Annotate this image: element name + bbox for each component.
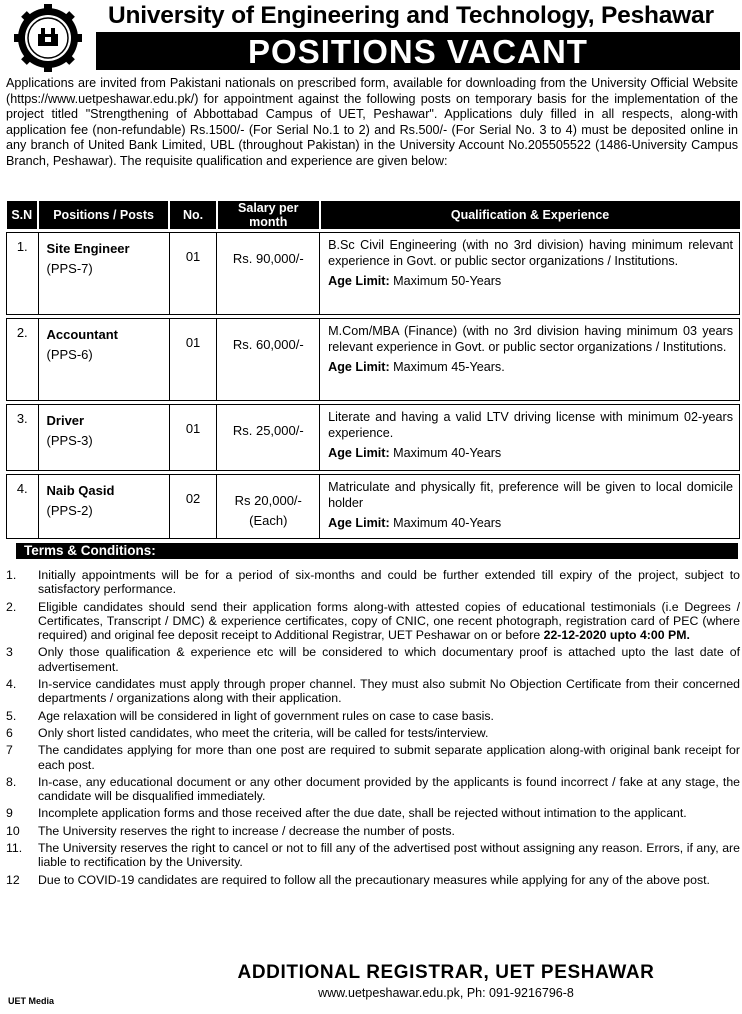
row-salary [217,475,320,539]
post-title: Accountant [46,327,119,342]
list-item [6,645,740,674]
salary-value: Rs. 25,000/- [232,423,304,438]
post-scale: (PPS-6) [46,347,93,362]
table-row [7,233,740,315]
list-item [6,600,740,643]
list-item [6,873,740,887]
qualification-text: Literate and having a valid LTV driving license with minimum 02-years experience. [328,410,733,440]
term-text: Due to COVID-19 candidates are required to follow all the precautionary measures while applying for any of the above post. [38,872,710,887]
age-limit-value: Maximum 50-Years [389,274,502,288]
post-title: Site Engineer [46,241,130,256]
term-number: 6 [6,725,13,740]
list-item [6,841,740,870]
term-text: In-service candidates must apply through proper channel. They must also submit No Objection Certificate from their concerned departments / organizations along with their application. [38,677,740,706]
age-limit-value: Maximum 40-Years [389,516,502,530]
salary-note: (Each) [249,513,288,528]
row-qualification [320,405,740,471]
qualification-text: M.Com/MBA (Finance) (with no 3rd division having minimum 03 years relevant experience in Govt. or public sector organizations / Institutions. [328,324,733,354]
signature-block [210,962,682,1000]
term-number: 4. [6,677,17,692]
row-sn: 4. [7,475,39,539]
row-qualification [320,233,740,315]
post-scale: (PPS-2) [46,503,93,518]
age-limit [328,273,733,289]
row-sn: 3. [7,405,39,471]
post-title: Naib Qasid [46,483,115,498]
age-limit-value: Maximum 40-Years [389,446,502,460]
row-post [38,475,169,539]
row-post [38,319,169,401]
term-text: Initially appointments will be for a period of six-months and could be further extended till expiry of the project, subject to satisfactory performance. [38,568,740,597]
intro-paragraph: Applications are invited from Pakistani nationals on prescribed form, available for downloading from the University Official Website (https://www.uetpeshawar.edu.pk/) for appointment against the following posts on temporary basis for the implementation of the project titled "Strengthening of Abbottabad Campus of UET, Peshawar". Applications duly filled in all respects, along-with application fee (non-refundable) Rs.1500/- (For Serial No.1 to 2) and Rs.500/- (For Serial No. 3 to 4) must be deposited online in any branch of United Bank Limited, UBL (throughout Pakistan) in the University Account No.205505522 (1486-University Campus Branch, Peshawar). The requisite qualification and experience are given below: [6,76,738,168]
row-no: 01 [169,233,217,315]
age-limit-label: Age Limit: [328,274,390,288]
term-text: Only those qualification & experience etc will be considered to which documentary proof is attached upto the last date of advertisement. [38,645,740,674]
age-limit-label: Age Limit: [328,516,390,530]
age-limit [328,359,733,375]
positions-table [6,201,740,539]
deadline: 22-12-2020 upto 4:00 PM. [543,628,690,643]
row-no: 02 [169,475,217,539]
header-posts: Positions / Posts [38,201,169,229]
table-row [7,475,740,539]
signatory: ADDITIONAL REGISTRAR, UET PESHAWAR [237,962,655,983]
positions-vacant-banner: POSITIONS VACANT [96,32,740,70]
list-item [6,775,740,804]
header-salary: Salary per month [217,201,320,229]
term-number: 8. [6,774,17,789]
row-salary [217,233,320,315]
post-scale: (PPS-3) [46,433,93,448]
post-scale: (PPS-7) [46,261,93,276]
terms-heading: Terms & Conditions: [16,543,738,559]
term-text: The University reserves the right to cancel or not to fill any of the advertised post without assigning any reason. Errors, if any, are liable to rectification by the University. [38,841,740,870]
university-name: University of Engineering and Technology, Peshawar [108,2,714,29]
header-qualification: Qualification & Experience [320,201,740,229]
term-text: In-case, any educational document or any other document provided by the applicants is found incorrect / fake at any stage, the candidate will be disqualified immediately. [38,774,740,804]
term-number: 2. [6,599,17,614]
qualification-text: Matriculate and physically fit, preference will be given to local domicile holder [328,480,733,510]
term-text: The University reserves the right to increase / decrease the number of posts. [38,823,455,838]
row-post [38,405,169,471]
row-no: 01 [169,319,217,401]
term-text: Eligible candidates should send their application forms along-with attested copies of educational testimonials (i.e Degrees / Certificates, Transcript / DMC) & experience certificates, copy of CNIC, one recent photograph, registration card of PEC (where required) and original fee deposit receipt to Additional Registrar, UET Peshawar on or before [38,599,740,643]
salary-value: Rs 20,000/- [234,493,302,508]
row-salary [217,405,320,471]
table-row [7,319,740,401]
age-limit [328,445,733,461]
table-row [7,405,740,471]
row-qualification [320,319,740,401]
row-no: 01 [169,405,217,471]
age-limit-label: Age Limit: [328,446,390,460]
term-text: Incomplete application forms and those received after the due date, shall be rejected without intimation to the applicant. [38,806,687,821]
term-number: 11. [6,841,23,856]
term-number: 5. [6,708,17,723]
term-number: 3 [6,645,13,660]
term-text: Age relaxation will be considered in light of government rules on case to case basis. [38,708,494,723]
post-title: Driver [46,413,85,428]
term-number: 9 [6,806,13,821]
term-number: 10 [6,823,20,838]
list-item [6,726,740,740]
header-sn: S.N [7,201,39,229]
row-sn: 1. [7,233,39,315]
salary-value: Rs. 90,000/- [232,251,304,266]
term-text: The candidates applying for more than one post are required to submit separate application along-with original bank receipt for each post. [38,743,740,772]
age-limit [328,515,733,531]
list-item [6,677,740,706]
age-limit-value: Maximum 45-Years. [389,360,505,374]
term-number: 12 [6,872,20,887]
salary-value: Rs. 60,000/- [232,337,304,352]
term-number: 1. [6,568,17,582]
term-text: Only short listed candidates, who meet the criteria, will be called for tests/interview. [38,725,489,740]
list-item [6,824,740,838]
row-post [38,233,169,315]
term-number: 7 [6,743,13,758]
term-text-wrap [38,600,740,643]
contact-line: www.uetpeshawar.edu.pk, Ph: 091-9216796-8 [318,986,574,1000]
row-qualification [320,475,740,539]
age-limit-label: Age Limit: [328,360,390,374]
list-item [6,806,740,820]
university-logo-icon [14,4,82,72]
row-salary [217,319,320,401]
table-header-row [7,201,740,229]
row-sn: 2. [7,319,39,401]
qualification-text: B.Sc Civil Engineering (with no 3rd division) having minimum relevant experience in Govt. or public sector organizations / Institutions. [328,238,733,268]
list-item [6,743,740,772]
list-item [6,709,740,723]
terms-list [6,568,740,890]
media-credit: UET Media [8,996,55,1006]
list-item [6,568,740,597]
header-no: No. [169,201,217,229]
